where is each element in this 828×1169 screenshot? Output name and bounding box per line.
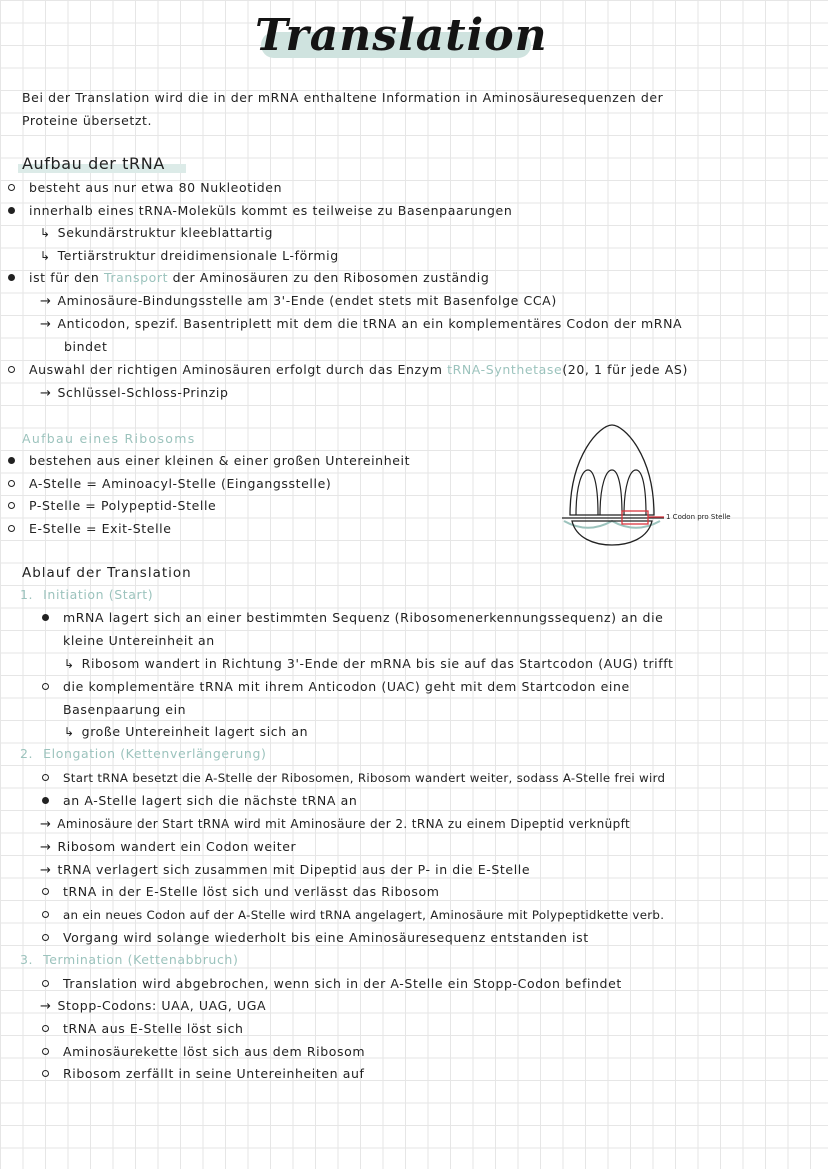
- step-2-bullet-6: tRNA in der E-Stelle löst sich und verlässt das Ribosom: [42, 884, 440, 900]
- step-1-bullet-2-cont: Basenpaarung ein: [63, 702, 187, 717]
- ablauf-heading: Ablauf der Translation: [22, 565, 192, 581]
- hook-arrow-icon: ↳: [40, 249, 51, 263]
- bullet-dot: [42, 911, 49, 918]
- trna-site-p: [600, 470, 622, 515]
- hook-arrow-icon: ↳: [64, 657, 75, 671]
- hook-arrow-icon: ↳: [40, 226, 51, 240]
- step-1-bullet-2: die komplementäre tRNA mit ihrem Anticodon (UAC) geht mit dem Startcodon eine: [42, 679, 630, 695]
- bullet-dot: [8, 366, 15, 373]
- step-2-title: 2. Elongation (Kettenverlängerung): [20, 746, 267, 761]
- trna-bullet-3a: → Aminosäure-Bindungsstelle am 3'-Ende (endet stets mit Basenfolge CCA): [40, 293, 557, 309]
- bullet-dot: [42, 1048, 49, 1055]
- arrow-right-icon: →: [40, 840, 52, 855]
- bullet-dot: [8, 274, 15, 281]
- step-2-bullet-2: an A-Stelle lagert sich die nächste tRNA an: [42, 793, 357, 809]
- bullet-dot: [42, 774, 49, 781]
- bullet-dot: [42, 614, 49, 621]
- step-1-bullet-2-sub: ↳ große Untereinheit lagert sich an: [64, 724, 309, 739]
- step-1-bullet-1: mRNA lagert sich an einer bestimmten Sequenz (Ribosomenerkennungssequenz) an die: [42, 610, 663, 626]
- step-3-bullet-3: Aminosäurekette löst sich aus dem Ribosom: [42, 1044, 365, 1060]
- ribosome-bullet-2: A-Stelle = Aminoacyl-Stelle (Eingangsstelle): [8, 476, 331, 492]
- ribosome-diagram: [560, 420, 760, 550]
- trna-site-e: [576, 470, 598, 515]
- hook-arrow-icon: ↳: [64, 725, 75, 739]
- intro-line-1: Bei der Translation wird die in der mRNA enthaltene Information in Aminosäuresequenzen der: [22, 90, 664, 105]
- trna-bullet-3: ist für den Transport der Aminosäuren zu den Ribosomen zuständig: [8, 270, 489, 286]
- bullet-dot: [42, 888, 49, 895]
- trna-bullet-2b: ↳ Tertiärstruktur dreidimensionale L-förmig: [40, 248, 339, 263]
- step-3-bullet-1a: → Stopp-Codons: UAA, UAG, UGA: [40, 998, 267, 1014]
- trna-site-a: [624, 470, 646, 515]
- bullet-dot: [8, 502, 15, 509]
- bullet-dot: [42, 980, 49, 987]
- step-2-bullet-1: Start tRNA besetzt die A-Stelle der Ribosomen, Ribosom wandert weiter, sodass A-Stelle frei wird: [42, 770, 665, 786]
- bullet-dot: [42, 1025, 49, 1032]
- arrow-right-icon: →: [40, 386, 52, 401]
- ribosome-bullet-4: E-Stelle = Exit-Stelle: [8, 521, 172, 537]
- step-1-bullet-1-cont: kleine Untereinheit an: [63, 633, 215, 648]
- step-1-bullet-1-sub: ↳ Ribosom wandert in Richtung 3'-Ende der mRNA bis sie auf das Startcodon (AUG) trifft: [64, 656, 674, 671]
- bullet-dot: [42, 683, 49, 690]
- ribosome-bullet-1: bestehen aus einer kleinen & einer großen Untereinheit: [8, 453, 410, 469]
- trna-bullet-4a: → Schlüssel-Schloss-Prinzip: [40, 385, 229, 401]
- bullet-dot: [8, 184, 15, 191]
- title-block: [255, 6, 548, 68]
- ribosome-bullet-3: P-Stelle = Polypeptid-Stelle: [8, 498, 216, 514]
- arrow-right-icon: →: [40, 999, 52, 1014]
- trna-bullet-3b-cont: bindet: [64, 339, 108, 354]
- step-2-bullet-4: → Ribosom wandert ein Codon weiter: [40, 839, 297, 855]
- trna-bullet-2: innerhalb eines tRNA-Moleküls kommt es teilweise zu Basenpaarungen: [8, 203, 512, 219]
- arrow-right-icon: →: [40, 863, 52, 878]
- bullet-dot: [8, 480, 15, 487]
- step-3-bullet-4: Ribosom zerfällt in seine Untereinheiten auf: [42, 1066, 365, 1082]
- step-1-title: 1. Initiation (Start): [20, 587, 154, 602]
- arrow-right-icon: →: [40, 294, 52, 309]
- bullet-dot: [42, 934, 49, 941]
- step-3-title: 3. Termination (Kettenabbruch): [20, 952, 239, 967]
- trna-bullet-3b: → Anticodon, spezif. Basentriplett mit dem die tRNA an ein komplementäres Codon der mRNA: [40, 316, 683, 332]
- bullet-dot: [8, 525, 15, 532]
- arrow-right-icon: →: [40, 317, 52, 332]
- step-3-bullet-2: tRNA aus E-Stelle löst sich: [42, 1021, 244, 1037]
- trna-bullet-2a: ↳ Sekundärstruktur kleeblattartig: [40, 225, 274, 240]
- step-3-bullet-1: Translation wird abgebrochen, wenn sich in der A-Stelle ein Stopp-Codon befindet: [42, 976, 622, 992]
- codon-label: 1 Codon pro Stelle: [666, 513, 731, 521]
- page-title: Translation: [255, 10, 548, 61]
- trna-bullet-4: Auswahl der richtigen Aminosäuren erfolgt durch das Enzym tRNA-Synthetase(20, 1 für jede AS): [8, 362, 688, 378]
- step-2-bullet-5: → tRNA verlagert sich zusammen mit Dipeptid aus der P- in die E-Stelle: [40, 862, 531, 878]
- step-2-bullet-7: an ein neues Codon auf der A-Stelle wird tRNA angelagert, Aminosäure mit Polypeptidkette verb.: [42, 907, 664, 923]
- ribosome-heading: Aufbau eines Ribosoms: [22, 431, 196, 446]
- bullet-dot: [42, 797, 49, 804]
- bullet-dot: [8, 207, 15, 214]
- bullet-dot: [8, 457, 15, 464]
- step-2-bullet-3: → Aminosäure der Start tRNA wird mit Aminosäure der 2. tRNA zu einem Dipeptid verknüpft: [40, 817, 631, 832]
- trna-heading: Aufbau der tRNA: [22, 154, 165, 173]
- step-2-bullet-8: Vorgang wird solange wiederholt bis eine Aminosäuresequenz entstanden ist: [42, 930, 589, 946]
- arrow-right-icon: →: [40, 817, 52, 832]
- bullet-dot: [42, 1070, 49, 1077]
- intro-line-2: Proteine übersetzt.: [22, 113, 153, 128]
- trna-bullet-1: besteht aus nur etwa 80 Nukleotiden: [8, 180, 282, 196]
